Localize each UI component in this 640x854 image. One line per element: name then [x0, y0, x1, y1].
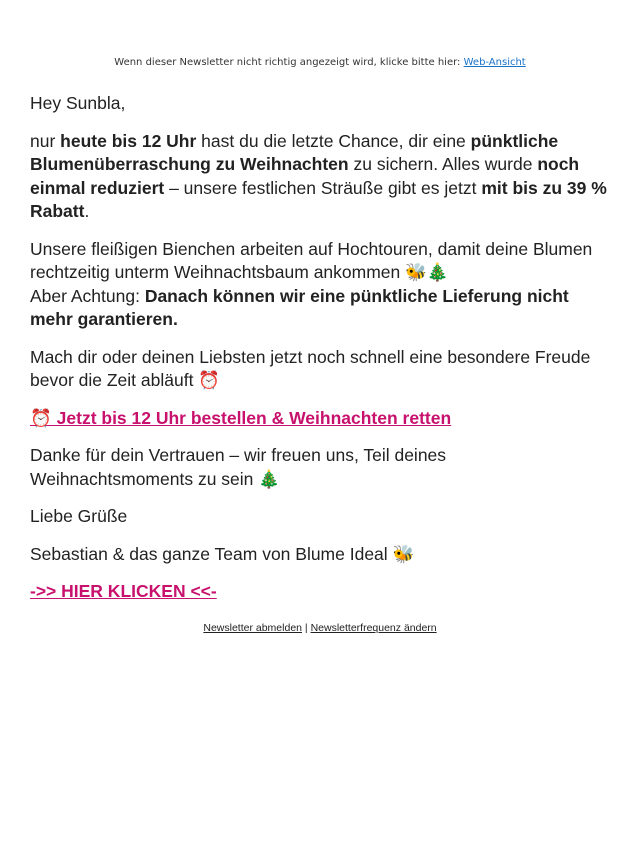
text: hast du die letzte Chance, dir eine — [196, 130, 471, 151]
text: zu sichern. Alles wurde — [348, 154, 538, 174]
paragraph-thanks: Danke für dein Vertrauen – wir freuen uns, Teil deines Weihnachtsmoments zu sein 🎄 — [30, 445, 447, 489]
web-view-link[interactable]: Web-Ansicht — [463, 57, 526, 68]
text: nur — [30, 130, 61, 151]
bold-text: heute bis 12 Uhr — [60, 130, 197, 151]
bold-text: Danach können wir eine pünktliche Lieferung nicht mehr garantieren. — [30, 285, 569, 329]
text: Unsere fleißigen Bienchen arbeiten auf Hochtouren, damit deine Blumen rechtzeitig unterm Weihnachtsbaum ankommen 🐝🎄 — [30, 238, 593, 282]
preheader — [0, 57, 640, 68]
footer-separator: | — [302, 622, 311, 634]
cta-paragraph — [30, 407, 610, 431]
text: Aber Achtung: — [30, 285, 145, 306]
paragraph-hurry: Mach dir oder deinen Liebsten jetzt noch schnell eine besondere Freude bevor die Zeit abläuft ⏰ — [30, 346, 591, 390]
footer — [0, 622, 640, 634]
text: – unsere festlichen Sträuße gibt es jetzt — [164, 177, 482, 198]
bold-text: noch einmal reduziert — [30, 154, 580, 198]
signature: Sebastian & das ganze Team von Blume Ideal 🐝 — [30, 543, 415, 564]
order-now-link[interactable]: ⏰ Jetzt bis 12 Uhr bestellen & Weihnachten retten — [30, 407, 452, 428]
closing: Liebe Grüße — [30, 506, 128, 526]
paragraph-offer — [30, 130, 610, 224]
cta-paragraph — [30, 580, 610, 604]
frequency-link[interactable]: Newsletterfrequenz ändern — [310, 622, 437, 634]
paragraph-delivery — [30, 238, 610, 332]
text: . — [84, 201, 90, 221]
preheader-text: Wenn dieser Newsletter nicht richtig angezeigt wird, klicke bitte hier: — [114, 57, 461, 68]
bold-text: mit bis zu 39 % Rabatt — [30, 177, 607, 221]
email-body — [30, 92, 610, 618]
greeting: Hey Sunbla, — [30, 93, 126, 113]
unsubscribe-link[interactable]: Newsletter abmelden — [203, 622, 302, 634]
click-here-link[interactable]: ->> HIER KLICKEN <<- — [30, 581, 217, 601]
bold-text: pünktliche Blumenüberraschung zu Weihnachten — [30, 130, 559, 174]
